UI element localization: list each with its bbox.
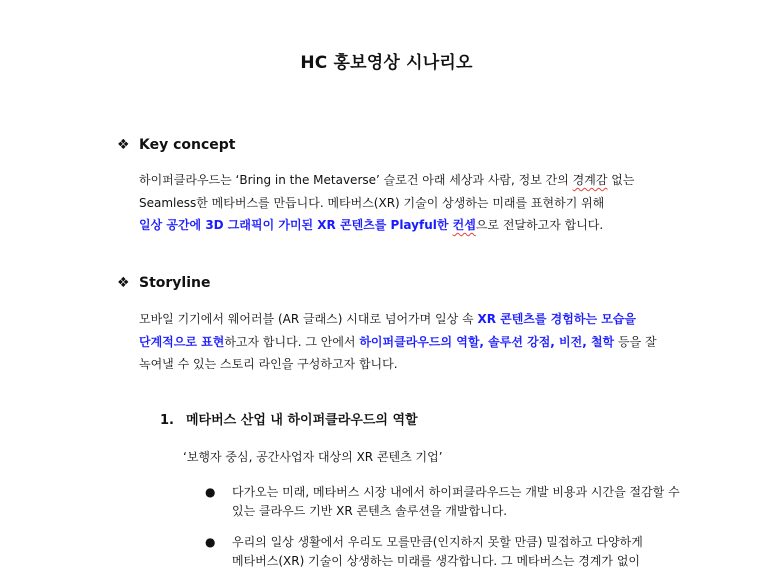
- section-heading-label: Storyline: [139, 275, 211, 291]
- list-item-text: [232, 533, 643, 571]
- highlighted-text: 일상 공간에 3D 그래픽이 가미된 XR 콘텐츠를 Playful한: [139, 218, 453, 232]
- list-item-line: 있는 클라우드 기반 XR 콘텐츠 솔루션을 개발합니다.: [232, 504, 508, 518]
- text-run: Seamless한 메타버스를 만듭니다. 메타버스(XR) 기술이 상생하는 미래를 표현하기 위해: [139, 195, 605, 210]
- text-run: 모바일 기기에서 웨어러블 (AR 글래스) 시대로 넘어가며 일상 속: [139, 312, 478, 326]
- text-run: 녹여낼 수 있는 스토리 라인을 구성하고자 합니다.: [139, 357, 398, 371]
- spellcheck-flagged-word: 컨셉: [452, 218, 476, 232]
- text-run: 하고자 합니다. 그 안에서: [224, 334, 360, 349]
- paragraph-line: [139, 353, 657, 376]
- list-item-line: 메타버스(XR) 기술이 상생하는 미래를 생각합니다. 그 메타버스는 경계가 없이: [232, 554, 641, 568]
- highlighted-text: 단계적으로 표현: [139, 334, 225, 349]
- section-heading-label: Key concept: [139, 137, 236, 153]
- spellcheck-flagged-word: 경계감: [572, 173, 608, 187]
- storyline-paragraph: [139, 308, 657, 376]
- subsection-heading-label: 메타버스 산업 내 하이퍼클라우드의 역할: [186, 413, 418, 428]
- highlighted-text: XR 콘텐츠를 경험하는 모습을: [477, 312, 636, 326]
- subsection-quote: ‘보행자 중심, 공간사업자 대상의 XR 콘텐츠 기업’: [183, 450, 443, 464]
- highlighted-text: 하이퍼클라우드의 역할, 솔루션 강점, 비전, 철학: [359, 334, 615, 349]
- paragraph-line: [139, 308, 657, 331]
- paragraph-line: [139, 331, 657, 354]
- diamond-bullet-icon: ❖: [117, 275, 130, 291]
- list-item-line: 다가오는 미래, 메타버스 시장 내에서 하이퍼클라우드는 개발 비용과 시간을 절감할 수: [232, 485, 680, 499]
- subsection-heading: [160, 409, 418, 428]
- paragraph-line: [139, 169, 634, 192]
- text-run: 으로 전달하고자 합니다.: [475, 218, 604, 232]
- text-run: 없는: [607, 173, 635, 187]
- paragraph-line: [139, 192, 634, 215]
- section-heading-key-concept: [117, 137, 236, 153]
- document-title: HC 홍보영상 시나리오: [300, 53, 473, 73]
- bullet-dot-icon: ●: [205, 485, 216, 499]
- section-heading-storyline: [117, 275, 210, 291]
- list-item-text: [232, 483, 680, 521]
- subsection-number: 1.: [160, 413, 174, 428]
- text-run: 등을 잘: [614, 334, 657, 349]
- text-run: 하이퍼클라우드는 ‘Bring in the Metaverse’ 슬로건 아래 세상과 사람, 정보 간의: [139, 173, 573, 187]
- key-concept-paragraph: [139, 169, 634, 237]
- bullet-dot-icon: ●: [205, 535, 216, 549]
- diamond-bullet-icon: ❖: [117, 137, 130, 153]
- paragraph-line: [139, 214, 634, 237]
- list-item-line: 우리의 일상 생활에서 우리도 모를만큼(인지하지 못할 만큼) 밀접하고 다양하게: [232, 535, 643, 549]
